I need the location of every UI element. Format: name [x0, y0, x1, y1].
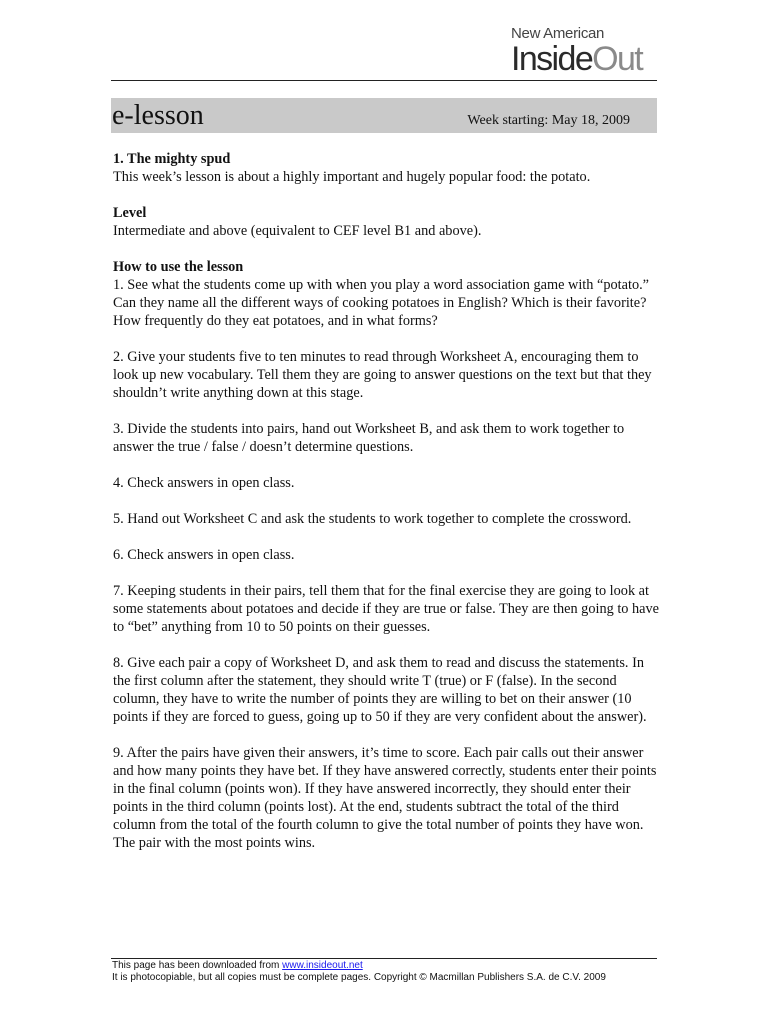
page-title: e-lesson	[112, 100, 204, 131]
step-5: 5. Hand out Worksheet C and ask the students to work together to complete the crossword.	[113, 511, 632, 527]
header-divider	[111, 80, 657, 81]
level-heading: Level	[113, 205, 147, 221]
footer	[112, 960, 606, 984]
intro-paragraph: This week’s lesson is about a highly important and hugely popular food: the potato.	[113, 169, 591, 185]
step-7: 7. Keeping students in their pairs, tell them that for the final exercise they are going to look at some statements about potatoes and decide if they are true or false. They are then going to have to “bet” anything from 10 to 50 points on their guesses.	[113, 583, 660, 635]
footer-copyright: It is photocopiable, but all copies must be complete pages. Copyright © Macmillan Publishers S.A. de C.V. 2009	[112, 972, 606, 983]
step-2: 2. Give your students five to ten minutes to read through Worksheet A, encouraging them to look up new vocabulary. Tell them they are going to answer questions on the text but that they shouldn’t write anything down at this stage.	[113, 349, 652, 401]
brand-subtitle: New American	[511, 25, 605, 42]
step-3: 3. Divide the students into pairs, hand out Worksheet B, and ask them to work together to answer the true / false / doesn’t determine questions.	[113, 421, 625, 455]
level-paragraph: Intermediate and above (equivalent to CEF level B1 and above).	[113, 223, 482, 239]
step-8: 8. Give each pair a copy of Worksheet D, and ask them to read and discuss the statements. In the first column after the statement, they should write T (true) or F (false). In the second column, they have to write the number of points they are willing to bet on their answer (10 points if they are forced to guess, going up to 50 if they are very confident about the answer).	[113, 655, 647, 725]
footer-line-1	[112, 960, 606, 972]
step-1: 1. See what the students come up with when you play a word association game with “potato.” Can they name all the different ways of cooking potatoes in English? Which is their favorite? How frequently do they eat potatoes, and in what forms?	[113, 277, 650, 329]
footer-download-text: This page has been downloaded from	[112, 960, 283, 971]
how-to-heading: How to use the lesson	[113, 259, 244, 275]
step-4: 4. Check answers in open class.	[113, 475, 295, 491]
lesson-header-bar	[111, 98, 657, 133]
section-heading: 1. The mighty spud	[113, 151, 231, 167]
brand-logo	[511, 26, 661, 76]
brand-title-dark: Inside	[511, 40, 593, 78]
insideout-link[interactable]: www.insideout.net	[282, 960, 363, 971]
lesson-content	[113, 150, 661, 852]
week-starting: Week starting: May 18, 2009	[467, 113, 630, 128]
brand-title-light: Out	[592, 40, 643, 78]
step-9: 9. After the pairs have given their answers, it’s time to score. Each pair calls out their answer and how many points they have bet. If they have answered correctly, students enter their points in the final column (points won). If they have answered incorrectly, they should enter their points in the third column (points lost). At the end, students subtract the total of the third column from the total of the fourth column to give the total number of points they have won. The pair with the most points wins.	[113, 745, 657, 851]
step-6: 6. Check answers in open class.	[113, 547, 295, 563]
brand-title	[511, 42, 661, 76]
footer-divider	[111, 958, 657, 959]
